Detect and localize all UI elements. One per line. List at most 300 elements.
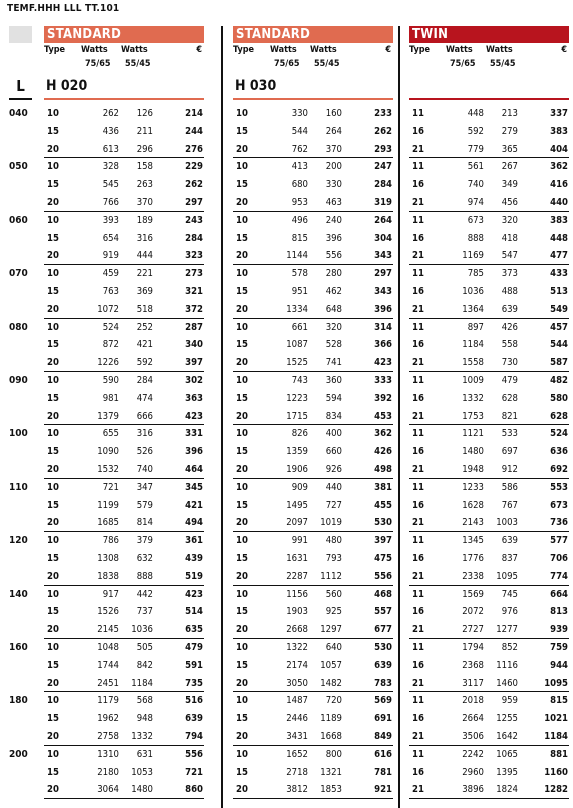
section-band: TWIN [409, 26, 569, 43]
watts-55-45-cell: 842 [136, 659, 153, 671]
type-cell: 11 [412, 321, 424, 333]
table-row [44, 408, 204, 426]
watts-55-45-cell: 1189 [320, 713, 342, 725]
table-row [44, 550, 204, 568]
watts-75-65-cell: 655 [102, 428, 119, 440]
watts-55-45-cell: 560 [325, 588, 342, 600]
header-temp-75-65: 75/65 [85, 59, 111, 69]
table-row [233, 425, 393, 443]
gray-header-box [9, 26, 32, 43]
watts-55-45-cell: 1095 [496, 570, 518, 582]
length-group [44, 105, 204, 158]
watts-75-65-cell: 2758 [97, 730, 119, 742]
watts-75-65-cell: 2180 [97, 766, 119, 778]
table-row [409, 283, 569, 301]
type-cell: 16 [412, 179, 424, 191]
price-cell: 423 [185, 410, 203, 422]
type-cell: 10 [47, 268, 59, 280]
watts-75-65-cell: 592 [467, 125, 484, 137]
type-cell: 20 [236, 784, 248, 796]
type-cell: 20 [47, 250, 59, 262]
header-watts-75-65: Watts [446, 45, 473, 55]
watts-75-65-cell: 561 [467, 161, 484, 173]
type-cell: 15 [47, 552, 59, 564]
watts-55-45-cell: 221 [136, 268, 153, 280]
length-group [233, 692, 393, 745]
table-row [44, 710, 204, 728]
type-cell: 11 [412, 161, 424, 173]
length-group [409, 639, 569, 692]
price-cell: 340 [185, 339, 203, 351]
watts-75-65-cell: 1948 [462, 463, 484, 475]
watts-55-45-cell: 462 [325, 285, 342, 297]
header-temp-75-65: 75/65 [450, 59, 476, 69]
table-row [233, 354, 393, 372]
type-cell: 21 [412, 624, 424, 636]
watts-75-65-cell: 1903 [286, 606, 308, 618]
type-cell: 15 [47, 179, 59, 191]
watts-55-45-cell: 1853 [320, 784, 342, 796]
watts-55-45-cell: 737 [136, 606, 153, 618]
table-row [44, 728, 204, 746]
table-row [409, 639, 569, 657]
type-cell: 16 [412, 766, 424, 778]
price-cell: 556 [374, 570, 392, 582]
type-cell: 15 [236, 285, 248, 297]
price-cell: 264 [374, 214, 392, 226]
type-cell: 16 [412, 125, 424, 137]
table-row [233, 710, 393, 728]
watts-55-45-cell: 160 [325, 108, 342, 119]
length-group [44, 746, 204, 799]
table-row [409, 497, 569, 515]
table-row [409, 514, 569, 532]
watts-55-45-cell: 1057 [320, 659, 342, 671]
watts-55-45-cell: 888 [136, 570, 153, 582]
watts-55-45-cell: 1482 [320, 677, 342, 689]
table-row [44, 764, 204, 782]
length-group [44, 479, 204, 532]
watts-55-45-cell: 126 [136, 108, 153, 119]
type-cell: 20 [236, 730, 248, 742]
table-row [44, 514, 204, 532]
watts-55-45-cell: 267 [501, 161, 518, 173]
table-row [409, 675, 569, 693]
price-cell: 323 [185, 250, 203, 262]
watts-55-45-cell: 320 [325, 321, 342, 333]
price-cell: 477 [550, 250, 568, 262]
price-cell: 514 [185, 606, 203, 618]
watts-55-45-cell: 280 [325, 268, 342, 280]
watts-75-65-cell: 826 [291, 428, 308, 440]
table-row [409, 728, 569, 746]
type-cell: 21 [412, 196, 424, 208]
watts-55-45-cell: 912 [501, 463, 518, 475]
type-cell: 16 [412, 339, 424, 351]
length-group [409, 319, 569, 372]
length-label: 110 [9, 481, 28, 493]
price-cell: 475 [374, 552, 392, 564]
type-cell: 11 [412, 588, 424, 600]
table-row [233, 230, 393, 248]
length-group [44, 639, 204, 692]
watts-75-65-cell: 1334 [286, 303, 308, 315]
price-cell: 735 [185, 677, 203, 689]
type-cell: 21 [412, 784, 424, 796]
section-band: STANDARD [233, 26, 393, 43]
price-cell: 494 [185, 517, 203, 529]
watts-75-65-cell: 1121 [462, 428, 484, 440]
watts-75-65-cell: 1794 [462, 642, 484, 653]
watts-55-45-cell: 568 [136, 695, 153, 707]
table-row [44, 319, 204, 337]
watts-75-65-cell: 3064 [97, 784, 119, 796]
watts-75-65-cell: 1090 [97, 446, 119, 458]
type-cell: 20 [236, 570, 248, 582]
price-cell: 363 [185, 392, 203, 404]
price-cell: 426 [374, 446, 392, 458]
watts-55-45-cell: 213 [501, 108, 518, 119]
type-cell: 16 [412, 285, 424, 297]
table-row [409, 710, 569, 728]
table-row [233, 105, 393, 123]
type-cell: 11 [412, 214, 424, 226]
length-label: 140 [9, 588, 28, 600]
price-cell: 421 [185, 499, 203, 511]
column-separator [398, 26, 400, 808]
watts-75-65-cell: 815 [291, 232, 308, 244]
table-row [44, 746, 204, 764]
price-cell: 397 [374, 535, 392, 547]
type-cell: 11 [412, 535, 424, 547]
watts-75-65-cell: 1558 [462, 357, 484, 369]
type-cell: 21 [412, 143, 424, 155]
price-cell: 366 [374, 339, 392, 351]
watts-55-45-cell: 1112 [320, 570, 342, 582]
type-cell: 15 [47, 766, 59, 778]
table-row [233, 336, 393, 354]
watts-75-65-cell: 1332 [462, 392, 484, 404]
watts-75-65-cell: 1223 [286, 392, 308, 404]
type-cell: 21 [412, 677, 424, 689]
price-cell: 276 [185, 143, 203, 155]
type-cell: 15 [236, 606, 248, 618]
table-row [44, 675, 204, 693]
type-cell: 15 [236, 339, 248, 351]
length-group [409, 372, 569, 425]
type-cell: 11 [412, 428, 424, 440]
watts-55-45-cell: 1065 [496, 748, 518, 760]
table-row [44, 568, 204, 586]
price-cell: 628 [550, 410, 568, 422]
table-row [44, 301, 204, 319]
length-group [233, 319, 393, 372]
product-code: TEMF.HHH LLL TT.101 [7, 3, 120, 14]
watts-55-45-cell: 480 [325, 535, 342, 547]
length-group [44, 692, 204, 745]
table-row [233, 692, 393, 710]
watts-75-65-cell: 2145 [97, 624, 119, 636]
price-cell: 362 [374, 428, 392, 440]
price-cell: 284 [374, 179, 392, 191]
price-cell: 284 [185, 232, 203, 244]
type-cell: 10 [236, 642, 248, 653]
watts-55-45-cell: 264 [325, 125, 342, 137]
table-row [409, 764, 569, 782]
type-cell: 15 [236, 766, 248, 778]
length-label: 070 [9, 268, 28, 280]
watts-75-65-cell: 779 [467, 143, 484, 155]
header-watts-55-45: Watts [486, 45, 513, 55]
watts-75-65-cell: 2287 [286, 570, 308, 582]
table-row [44, 425, 204, 443]
type-cell: 15 [47, 659, 59, 671]
price-cell: 692 [550, 463, 568, 475]
table-row [409, 586, 569, 604]
type-cell: 20 [47, 677, 59, 689]
table-row [409, 230, 569, 248]
watts-75-65-cell: 1631 [286, 552, 308, 564]
watts-75-65-cell: 786 [102, 535, 119, 547]
watts-55-45-cell: 505 [136, 642, 153, 653]
table-row [44, 265, 204, 283]
price-cell: 639 [185, 713, 203, 725]
watts-55-45-cell: 586 [501, 481, 518, 493]
watts-75-65-cell: 448 [467, 108, 484, 119]
price-cell: 464 [185, 463, 203, 475]
type-cell: 20 [236, 677, 248, 689]
watts-75-65-cell: 1199 [97, 499, 119, 511]
type-cell: 10 [47, 108, 59, 119]
watts-75-65-cell: 545 [102, 179, 119, 191]
type-cell: 21 [412, 463, 424, 475]
watts-75-65-cell: 2072 [462, 606, 484, 618]
watts-75-65-cell: 1652 [286, 748, 308, 760]
watts-75-65-cell: 897 [467, 321, 484, 333]
watts-55-45-cell: 648 [325, 303, 342, 315]
type-cell: 20 [236, 143, 248, 155]
price-cell: 849 [374, 730, 392, 742]
table-row [44, 621, 204, 639]
length-column [9, 26, 32, 760]
watts-55-45-cell: 444 [136, 250, 153, 262]
table-row [44, 372, 204, 390]
watts-75-65-cell: 262 [102, 108, 119, 119]
length-label: 090 [9, 375, 28, 386]
watts-75-65-cell: 1036 [462, 285, 484, 297]
price-cell: 587 [550, 357, 568, 369]
type-cell: 20 [47, 517, 59, 529]
watts-75-65-cell: 680 [291, 179, 308, 191]
price-cell: 664 [550, 588, 568, 600]
price-cell: 1095 [544, 677, 568, 689]
watts-55-45-cell: 558 [501, 339, 518, 351]
table-row [233, 657, 393, 675]
watts-75-65-cell: 785 [467, 268, 484, 280]
table-row [44, 639, 204, 657]
watts-55-45-cell: 1332 [131, 730, 153, 742]
watts-55-45-cell: 379 [136, 535, 153, 547]
table-row [233, 301, 393, 319]
watts-55-45-cell: 814 [136, 517, 153, 529]
watts-55-45-cell: 594 [325, 392, 342, 404]
watts-55-45-cell: 360 [325, 375, 342, 386]
price-cell: 580 [550, 392, 568, 404]
price-cell: 556 [185, 748, 203, 760]
watts-75-65-cell: 524 [102, 321, 119, 333]
length-group [233, 479, 393, 532]
price-cell: 921 [374, 784, 392, 796]
type-cell: 20 [236, 303, 248, 315]
table-row [233, 568, 393, 586]
watts-75-65-cell: 1744 [97, 659, 119, 671]
watts-75-65-cell: 673 [467, 214, 484, 226]
length-group [233, 639, 393, 692]
price-cell: 345 [185, 481, 203, 493]
watts-75-65-cell: 917 [102, 588, 119, 600]
type-cell: 15 [47, 339, 59, 351]
type-cell: 20 [47, 624, 59, 636]
table-row [44, 230, 204, 248]
type-cell: 20 [236, 517, 248, 529]
type-cell: 10 [47, 481, 59, 493]
price-cell: 639 [374, 659, 392, 671]
price-cell: 691 [374, 713, 392, 725]
watts-55-45-cell: 189 [136, 214, 153, 226]
table-row [233, 265, 393, 283]
watts-55-45-cell: 370 [136, 196, 153, 208]
watts-75-65-cell: 2668 [286, 624, 308, 636]
watts-55-45-cell: 456 [501, 196, 518, 208]
type-cell: 20 [236, 250, 248, 262]
table-row [44, 212, 204, 230]
price-cell: 214 [185, 108, 203, 119]
table-row [44, 586, 204, 604]
watts-75-65-cell: 2174 [286, 659, 308, 671]
table-row [233, 781, 393, 799]
type-cell: 10 [47, 375, 59, 386]
type-cell: 10 [236, 375, 248, 386]
type-cell: 10 [236, 321, 248, 333]
type-cell: 20 [236, 624, 248, 636]
watts-55-45-cell: 1668 [320, 730, 342, 742]
price-cell: 331 [185, 428, 203, 440]
watts-55-45-cell: 837 [501, 552, 518, 564]
header-temp-75-65: 75/65 [274, 59, 300, 69]
price-cell: 721 [185, 766, 203, 778]
table-row [233, 194, 393, 212]
type-cell: 15 [47, 446, 59, 458]
price-cell: 287 [185, 321, 203, 333]
watts-75-65-cell: 888 [467, 232, 484, 244]
table-row [233, 212, 393, 230]
price-cell: 297 [185, 196, 203, 208]
table-row [44, 390, 204, 408]
length-group [44, 372, 204, 425]
watts-75-65-cell: 1087 [286, 339, 308, 351]
table-row [44, 603, 204, 621]
watts-75-65-cell: 1628 [462, 499, 484, 511]
watts-75-65-cell: 3896 [462, 784, 484, 796]
length-group [409, 532, 569, 585]
watts-75-65-cell: 1322 [286, 642, 308, 653]
watts-75-65-cell: 974 [467, 196, 484, 208]
price-cell: 881 [550, 748, 568, 760]
watts-75-65-cell: 2143 [462, 517, 484, 529]
table-row [233, 176, 393, 194]
model-name: H 030 [235, 78, 277, 94]
watts-75-65-cell: 1179 [97, 695, 119, 707]
watts-75-65-cell: 3050 [286, 677, 308, 689]
type-cell: 10 [236, 481, 248, 493]
price-cell: 774 [550, 570, 568, 582]
watts-55-45-cell: 631 [136, 748, 153, 760]
table-row [44, 247, 204, 265]
table-row [233, 764, 393, 782]
model-rule [44, 98, 204, 100]
watts-75-65-cell: 2960 [462, 766, 484, 778]
watts-75-65-cell: 1526 [97, 606, 119, 618]
table-row [409, 336, 569, 354]
type-cell: 20 [47, 357, 59, 369]
price-cell: 333 [374, 375, 392, 386]
length-group [233, 105, 393, 158]
watts-75-65-cell: 1009 [462, 375, 484, 386]
length-label: 080 [9, 321, 28, 333]
table-row [409, 568, 569, 586]
price-cell: 423 [185, 588, 203, 600]
watts-55-45-cell: 533 [501, 428, 518, 440]
length-group [44, 158, 204, 211]
type-cell: 20 [47, 303, 59, 315]
price-cell: 293 [374, 143, 392, 155]
watts-55-45-cell: 526 [136, 446, 153, 458]
watts-75-65-cell: 1345 [462, 535, 484, 547]
type-cell: 21 [412, 250, 424, 262]
type-cell: 21 [412, 410, 424, 422]
watts-55-45-cell: 528 [325, 339, 342, 351]
length-label: 100 [9, 428, 28, 440]
table-row [44, 479, 204, 497]
length-group [409, 425, 569, 478]
watts-55-45-cell: 347 [136, 481, 153, 493]
type-cell: 10 [236, 268, 248, 280]
table-row [409, 247, 569, 265]
price-cell: 233 [374, 108, 392, 119]
price-cell: 381 [374, 481, 392, 493]
table-row [233, 532, 393, 550]
table-row [233, 123, 393, 141]
price-cell: 453 [374, 410, 392, 422]
watts-55-45-cell: 926 [325, 463, 342, 475]
watts-55-45-cell: 316 [136, 428, 153, 440]
price-cell: 815 [550, 695, 568, 707]
watts-55-45-cell: 793 [325, 552, 342, 564]
type-cell: 15 [47, 606, 59, 618]
watts-55-45-cell: 296 [136, 143, 153, 155]
watts-75-65-cell: 1685 [97, 517, 119, 529]
table-row [409, 390, 569, 408]
watts-55-45-cell: 579 [136, 499, 153, 511]
price-cell: 455 [374, 499, 392, 511]
model-name: H 020 [46, 78, 88, 94]
watts-75-65-cell: 1838 [97, 570, 119, 582]
table-row [409, 781, 569, 799]
watts-75-65-cell: 590 [102, 375, 119, 386]
watts-75-65-cell: 1169 [462, 250, 484, 262]
price-cell: 273 [185, 268, 203, 280]
watts-55-45-cell: 660 [325, 446, 342, 458]
